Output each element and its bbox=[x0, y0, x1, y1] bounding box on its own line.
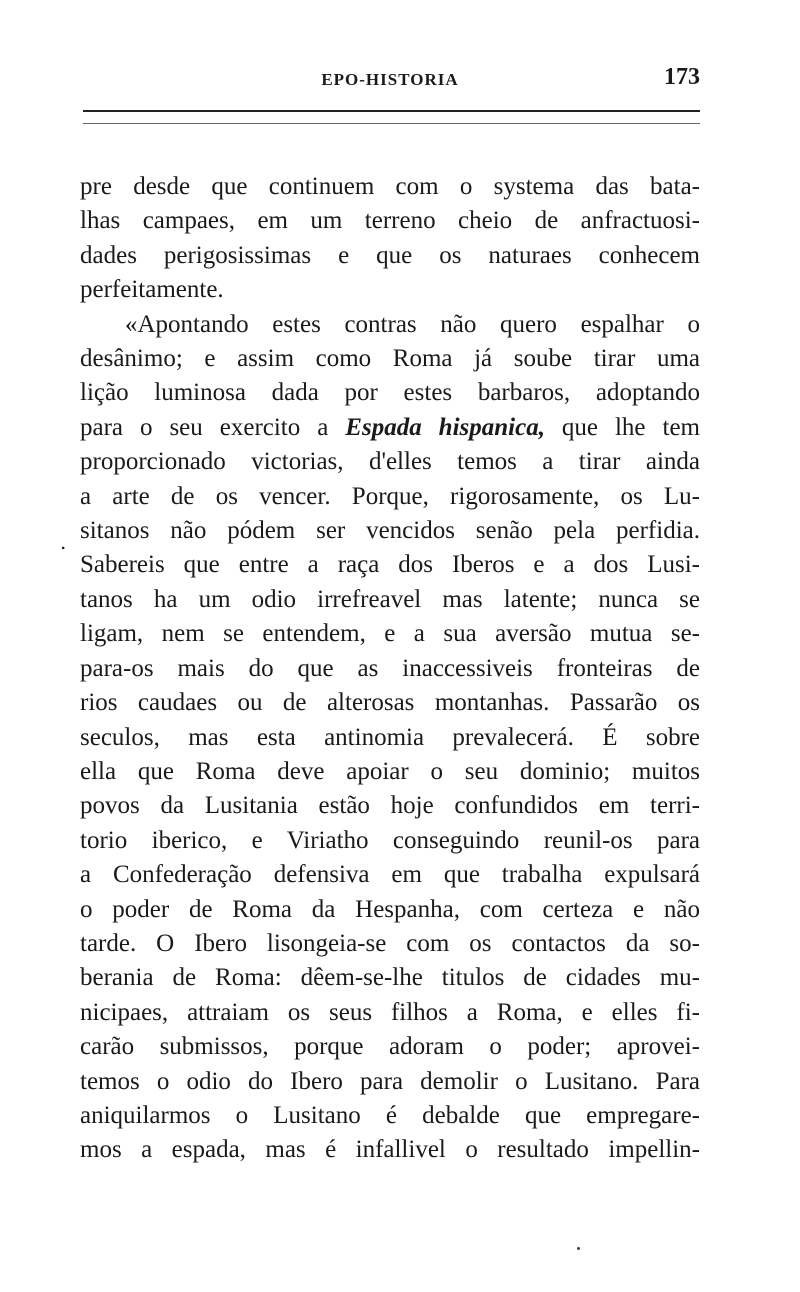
text-line: a Confederação defensiva em que trabalha expulsará bbox=[80, 861, 700, 889]
text-line: aniquilarmos o Lusitano é debalde que empregare- bbox=[80, 1101, 700, 1129]
text-line: dades perigosissimas e que os naturaes conhecem bbox=[80, 241, 700, 269]
text-line: ella que Roma deve apoiar o seu dominio; muitos bbox=[80, 757, 700, 785]
text-fragment: para o seu exercito a bbox=[80, 413, 346, 441]
header-rule-bottom bbox=[83, 123, 700, 124]
text-line: carão submissos, porque adoram o poder; aprovei- bbox=[80, 1033, 700, 1061]
text-line: temos o odio do Ibero para demolir o Lusitano. Para bbox=[80, 1067, 700, 1095]
running-head bbox=[80, 64, 700, 94]
print-speck bbox=[577, 1247, 580, 1250]
text-line: seculos, mas esta antinomia prevalecerá. É sobre bbox=[80, 723, 700, 751]
header-rule-top bbox=[83, 110, 700, 112]
text-line: pre desde que continuem com o systema das bata- bbox=[80, 173, 700, 200]
italic-phrase: Espada hispanica, bbox=[345, 413, 545, 441]
text-line: lição luminosa dada por estes barbaros, adoptando bbox=[80, 379, 700, 407]
body-text bbox=[80, 170, 700, 1168]
running-title: EPO-HISTORIA bbox=[321, 70, 459, 89]
text-line-with-italic bbox=[80, 411, 700, 445]
margin-mark: . bbox=[60, 530, 67, 554]
text-line: tarde. O Ibero lisongeia-se com os contactos da so- bbox=[80, 929, 700, 957]
text-line: rios caudaes ou de alterosas montanhas. Passarão os bbox=[80, 689, 700, 717]
text-line: sitanos não pódem ser vencidos senão pela perfidia. bbox=[80, 517, 700, 545]
text-line: a arte de os vencer. Porque, rigorosamente, os Lu- bbox=[80, 482, 700, 510]
text-line: ligam, nem se entendem, e a sua aversão mutua se- bbox=[80, 620, 700, 648]
text-line: nicipaes, attraiam os seus filhos a Roma, e elles fi- bbox=[80, 998, 700, 1026]
text-line: tanos ha um odio irrefreavel mas latente; nunca se bbox=[80, 585, 700, 613]
text-line: lhas campaes, em um terreno cheio de anfractuosi- bbox=[80, 207, 700, 235]
text-line: para-os mais do que as inaccessiveis fronteiras de bbox=[80, 654, 700, 682]
text-line: proporcionado victorias, d'elles temos a tirar ainda bbox=[80, 448, 700, 476]
text-line: «Apontando estes contras não quero espalhar o bbox=[125, 310, 700, 338]
text-line: Sabereis que entre a raça dos Iberos e a dos Lusi- bbox=[80, 551, 700, 579]
text-line: desânimo; e assim como Roma já soube tirar uma bbox=[80, 345, 700, 373]
text-line: mos a espada, mas é infallivel o resultado impellin- bbox=[80, 1136, 700, 1164]
text-line: berania de Roma: dêem-se-lhe titulos de cidades mu- bbox=[80, 964, 700, 992]
text-line: povos da Lusitania estão hoje confundidos em terri- bbox=[80, 792, 700, 820]
text-fragment: que lhe tem bbox=[544, 413, 700, 441]
text-line: o poder de Roma da Hespanha, com certeza e não bbox=[80, 895, 700, 923]
page-number: 173 bbox=[664, 64, 700, 90]
text-line: perfeitamente. bbox=[80, 276, 224, 304]
text-line: torio iberico, e Viriatho conseguindo reunil-os para bbox=[80, 826, 700, 854]
